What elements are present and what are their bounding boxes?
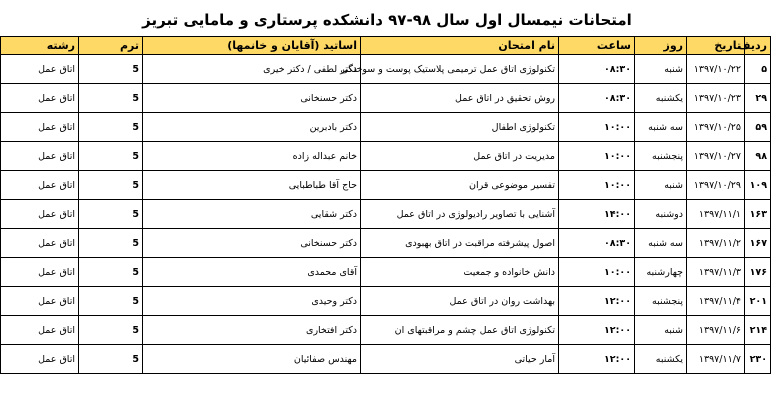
exam-name-cell: آمار حیاتی xyxy=(361,345,559,374)
exam-name-cell: روش تحقیق در اتاق عمل xyxy=(361,84,559,113)
day-cell: سه شنبه xyxy=(635,113,687,142)
field-cell: اتاق عمل xyxy=(1,345,79,374)
row-number-cell: ۱۷۶ xyxy=(745,258,771,287)
term-cell: 5 xyxy=(79,55,143,84)
table-row xyxy=(1,229,771,258)
instructor-cell: مهندس صفائیان xyxy=(143,345,361,374)
field-cell: اتاق عمل xyxy=(1,229,79,258)
row-number-cell: ۱۶۷ xyxy=(745,229,771,258)
date-cell: ۱۳۹۷/۱۱/۱ xyxy=(687,200,745,229)
instructor-cell: دکتر وحیدی xyxy=(143,287,361,316)
header-instructors: اساتید (آقایان و خانمها) xyxy=(143,37,361,55)
row-number-cell: ۲۰۱ xyxy=(745,287,771,316)
table-row xyxy=(1,200,771,229)
table-row xyxy=(1,287,771,316)
day-cell: پنجشنبه xyxy=(635,142,687,171)
table-row xyxy=(1,113,771,142)
table-row xyxy=(1,142,771,171)
day-cell: چهارشنبه xyxy=(635,258,687,287)
term-cell: 5 xyxy=(79,287,143,316)
row-number-cell: ۲۳۰ xyxy=(745,345,771,374)
row-number-cell: ۱۶۳ xyxy=(745,200,771,229)
day-cell: شنبه xyxy=(635,171,687,200)
time-cell: ۱۰:۰۰ xyxy=(559,171,635,200)
exam-name-cell: اصول پیشرفته مراقبت در اتاق بهبودی xyxy=(361,229,559,258)
field-cell: اتاق عمل xyxy=(1,287,79,316)
header-exam-name: نام امتحان xyxy=(361,37,559,55)
time-cell: ۱۲:۰۰ xyxy=(559,287,635,316)
term-cell: 5 xyxy=(79,84,143,113)
date-cell: ۱۳۹۷/۱۰/۲۳ xyxy=(687,84,745,113)
date-cell: ۱۳۹۷/۱۱/۲ xyxy=(687,229,745,258)
table-row xyxy=(1,258,771,287)
table-row xyxy=(1,84,771,113)
field-cell: اتاق عمل xyxy=(1,142,79,171)
field-cell: اتاق عمل xyxy=(1,84,79,113)
day-cell: دوشنبه xyxy=(635,200,687,229)
table-row xyxy=(1,345,771,374)
day-cell: پنجشنبه xyxy=(635,287,687,316)
row-number-cell: ۵ xyxy=(745,55,771,84)
exam-name-cell: مدیریت در اتاق عمل xyxy=(361,142,559,171)
exam-name-cell: تکنولوژی اتاق عمل چشم و مراقبتهای ان xyxy=(361,316,559,345)
exam-name-cell: تفسیر موضوعی قران xyxy=(361,171,559,200)
field-cell: اتاق عمل xyxy=(1,55,79,84)
day-cell: یکشنبه xyxy=(635,84,687,113)
time-cell: ۱۲:۰۰ xyxy=(559,345,635,374)
time-cell: ۱۲:۰۰ xyxy=(559,316,635,345)
header-term: ترم xyxy=(79,37,143,55)
field-cell: اتاق عمل xyxy=(1,113,79,142)
term-cell: 5 xyxy=(79,229,143,258)
field-cell: اتاق عمل xyxy=(1,171,79,200)
term-cell: 5 xyxy=(79,113,143,142)
term-cell: 5 xyxy=(79,258,143,287)
instructor-cell: دکتر حسنخانی xyxy=(143,84,361,113)
time-cell: ۰۸:۳۰ xyxy=(559,55,635,84)
table-row xyxy=(1,316,771,345)
field-cell: اتاق عمل xyxy=(1,258,79,287)
instructor-cell: دکتر افتخاری xyxy=(143,316,361,345)
day-cell: شنبه xyxy=(635,316,687,345)
date-cell: ۱۳۹۷/۱۱/۴ xyxy=(687,287,745,316)
exam-name-cell: تکنولوژی اتاق عمل ترمیمی پلاستیک پوست و سوختگی xyxy=(361,55,559,84)
field-cell: اتاق عمل xyxy=(1,200,79,229)
field-cell: اتاق عمل xyxy=(1,316,79,345)
exam-name-cell: تکنولوژی اطفال xyxy=(361,113,559,142)
time-cell: ۱۰:۰۰ xyxy=(559,258,635,287)
day-cell: سه شنبه xyxy=(635,229,687,258)
date-cell: ۱۳۹۷/۱۰/۲۹ xyxy=(687,171,745,200)
exam-schedule-table xyxy=(0,36,771,374)
time-cell: ۱۴:۰۰ xyxy=(559,200,635,229)
row-number-cell: ۱۰۹ xyxy=(745,171,771,200)
row-number-cell: ۲۱۴ xyxy=(745,316,771,345)
instructor-cell: حاج آقا طباطبایی xyxy=(143,171,361,200)
row-number-cell: ۹۸ xyxy=(745,142,771,171)
time-cell: ۰۸:۳۰ xyxy=(559,84,635,113)
exam-name-cell: بهداشت روان در اتاق عمل xyxy=(361,287,559,316)
exam-name-cell: آشنایی با تصاویر رادیولوژی در اتاق عمل xyxy=(361,200,559,229)
term-cell: 5 xyxy=(79,171,143,200)
row-number-cell: ۲۹ xyxy=(745,84,771,113)
header-day: روز xyxy=(635,37,687,55)
date-cell: ۱۳۹۷/۱۰/۲۷ xyxy=(687,142,745,171)
day-cell: شنبه xyxy=(635,55,687,84)
time-cell: ۱۰:۰۰ xyxy=(559,142,635,171)
term-cell: 5 xyxy=(79,200,143,229)
date-cell: ۱۳۹۷/۱۰/۲۵ xyxy=(687,113,745,142)
header-field: رشته xyxy=(1,37,79,55)
header-time: ساعت xyxy=(559,37,635,55)
time-cell: ۱۰:۰۰ xyxy=(559,113,635,142)
table-row xyxy=(1,55,771,84)
row-number-cell: ۵۹ xyxy=(745,113,771,142)
term-cell: 5 xyxy=(79,142,143,171)
day-cell: یکشنبه xyxy=(635,345,687,374)
instructor-cell: دکتر شقایی xyxy=(143,200,361,229)
instructor-cell: آقای محمدی xyxy=(143,258,361,287)
date-cell: ۱۳۹۷/۱۱/۶ xyxy=(687,316,745,345)
instructor-cell: دکتر حسنخانی xyxy=(143,229,361,258)
instructor-cell: دکتر بادبرین xyxy=(143,113,361,142)
instructor-cell: دکتر لطفی / دکتر خیری xyxy=(143,55,361,84)
term-cell: 5 xyxy=(79,316,143,345)
page-title: امتحانات نیمسال اول سال ۹۸-۹۷ دانشکده پرستاری و مامایی تبریز xyxy=(142,11,632,29)
date-cell: ۱۳۹۷/۱۱/۷ xyxy=(687,345,745,374)
time-cell: ۰۸:۳۰ xyxy=(559,229,635,258)
exam-name-cell: دانش خانواده و جمعیت xyxy=(361,258,559,287)
instructor-cell: خانم عبداله زاده xyxy=(143,142,361,171)
date-cell: ۱۳۹۷/۱۰/۲۲ xyxy=(687,55,745,84)
header-date: تاریخ xyxy=(687,37,745,55)
header-row-number: ردیف xyxy=(745,37,771,55)
table-row xyxy=(1,171,771,200)
date-cell: ۱۳۹۷/۱۱/۳ xyxy=(687,258,745,287)
table-header-row xyxy=(1,37,771,55)
term-cell: 5 xyxy=(79,345,143,374)
